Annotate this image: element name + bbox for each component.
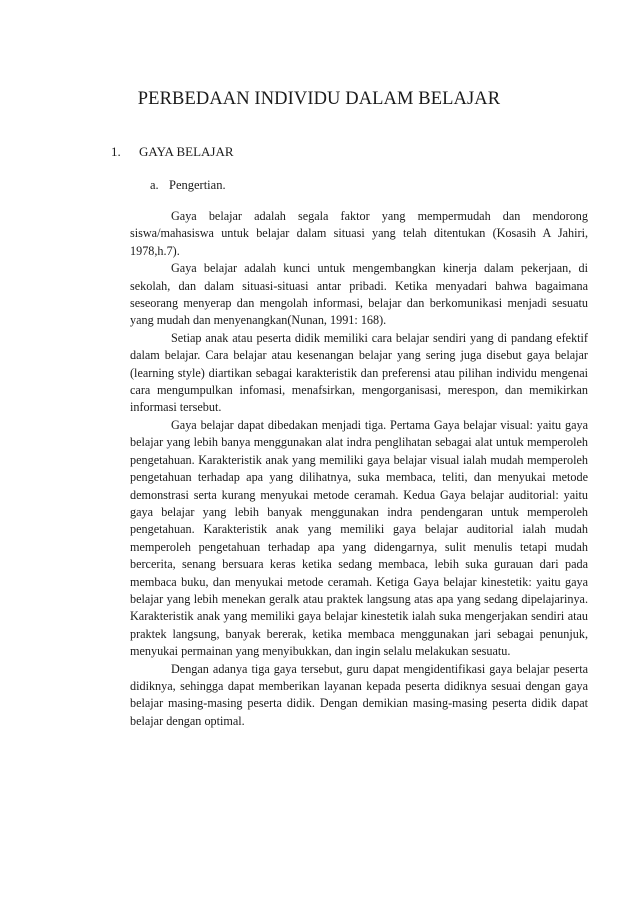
subsection-title: Pengertian. xyxy=(169,178,226,192)
paragraph-conclusion: Dengan adanya tiga gaya tersebut, guru dapat mengidentifikasi gaya belajar peserta didiknya, sehingga dapat memberikan layanan kepada peserta didiknya sesuai dengan gaya belajar masing-masing peserta didik. Dengan demikian masing-masing peserta didik dapat belajar dengan optimal. xyxy=(130,661,588,728)
body-text xyxy=(130,208,588,730)
subsection-number: a. xyxy=(150,178,159,192)
subsection-heading xyxy=(150,178,226,193)
paragraph-learning-style: Setiap anak atau peserta didik memiliki cara belajar sendiri yang di pandang efektif dalam belajar. Cara belajar atau kesenangan belajar yang sering juga disebut gaya belajar (learning style) diartikan sebagai karakteristik dan preferensi atau pilihan individu mengenai cara mengumpulkan infomasi, menafsirkan, mengorganisasi, merespon, dan memikirkan informasi tersebut. xyxy=(130,330,588,415)
section-title: GAYA BELAJAR xyxy=(139,144,234,159)
section-heading xyxy=(111,144,234,160)
section-number: 1. xyxy=(111,144,121,159)
paragraph-definition-1: Gaya belajar adalah segala faktor yang mempermudah dan mendorong siswa/mahasiswa untuk belajar dalam situasi yang telah ditentukan (Kosasih A Jahiri, 1978,h.7). xyxy=(130,209,588,258)
paragraph-definition-2: Gaya belajar adalah kunci untuk mengembangkan kinerja dalam pekerjaan, di sekolah, dan dalam situasi-situasi antar pribadi. Ketika menyadari bahwa bagaimana seseorang menyerap dan mengolah informasi, belajar dan berkomunikasi menjadi sesuatu yang mudah dan menyenangkan(Nunan, 1991: 168). xyxy=(130,261,588,328)
document-title: PERBEDAAN INDIVIDU DALAM BELAJAR xyxy=(137,89,501,109)
paragraph-three-styles: Gaya belajar dapat dibedakan menjadi tiga. Pertama Gaya belajar visual: yaitu gaya belajar yang lebih banya menggunakan alat indra penglihatan sebagai alat untuk memperoleh pengetahuan. Karakteristik anak yang memiliki gaya belajar visual ialah mudah memperoleh pengetahuan terhadap apa yang dilihatnya, suka membaca, teliti, dan menyukai metode demonstrasi serta kurang menyukai metode ceramah. Kedua Gaya belajar auditorial: yaitu gaya belajar yang lebih banyak menggunakan indra pendengaran untuk memperoleh pengetahuan. Karakteristik anak yang memiliki gaya belajar auditorial ialah mudah memperoleh pengetahuan terhadap apa yang didengarnya, sulit menulis tetapi mudah bercerita, senang bersuara keras ketika sedang membaca, lebih suka gurauan dari pada membaca buku, dan menyukai metode ceramah. Ketiga Gaya belajar kinestetik: yaitu gaya belajar yang lebih menekan geralk atau praktek langsung atas apa yang sedang dipelajarinya. Karakteristik anak yang memiliki gaya belajar kinestetik ialah suka mengerjakan sendiri atau praktek langsung, banyak bererak, ketika membaca menggunakan jari sebagai penunjuk, menyukai permainan yang menyibukkan, dan ingin selalu melakukan sesuatu. xyxy=(130,417,588,659)
